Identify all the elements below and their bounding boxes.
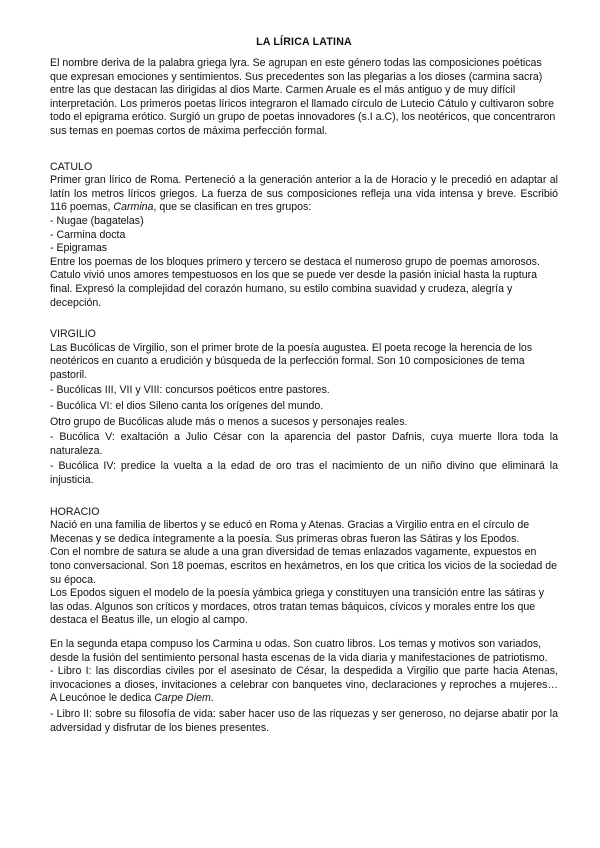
virgilio-item: - Bucólica VI: el dios Sileno canta los orígenes del mundo. [50,400,324,413]
catulo-p1-carmina: Carmina [113,201,154,214]
catulo-group-item: - Carmina docta [50,228,126,241]
catulo-paragraph-2: Entre los poemas de los bloques primero y tercero se destaca el numeroso grupo de poemas amorosos. Catulo vivió unos amores tempestuosos en los que se puede ver desde la pasión inicial hasta la ruptura final. Expresó la complejidad del corazón humano, su estilo combina suavidad y crudeza, alegría y decepción. [50,255,540,309]
catulo-group-item: - Epigramas [50,242,108,255]
horacio-libro-1-end: . [210,692,214,705]
virgilio-item: - Bucólica IV: predice la vuelta a la edad de oro tras el nacimiento de un niño divino que eliminará la injusticia. [50,460,558,487]
virgilio-paragraph-2: Otro grupo de Bucólicas alude más o menos a sucesos y personajes reales. [50,415,408,428]
catulo-heading: CATULO [50,160,93,173]
catulo-p1-text: Primer gran lírico de Roma. Perteneció a la generación anterior a la de Horacio y le precedió en adaptar al latín los metros líricos griegos. La fuerza de sus composiciones refleja una vida intensa y breve. Escribió 116 poemas, [50,174,558,214]
virgilio-paragraph-1: Las Bucólicas de Virgilio, son el primer brote de la poesía augustea. El poeta recoge la herencia de los neotéricos en cuanto a erudición y búsqueda de la perfección formal. Son 10 composiciones de tema pastoril. [50,341,533,381]
horacio-libro-1-text: - Libro I: las discordias civiles por el asesinato de César, la despedida a Virgilio que parte hacia Atenas, invocaciones a dioses, invitaciones a celebrar con banquetes vino, declaraciones y reproches a mujeres… A Leucónoe le dedica [50,665,558,705]
catulo-p1-end: , que se clasifican en tres grupos: [153,201,312,214]
horacio-paragraph-3: Los Epodos siguen el modelo de la poesía yámbica griega y constituyen una transición entre las sátiras y las odas. Algunos son críticos y mordaces, otros tratan temas báquicos, cívicos y morales entre los que destaca el Beatus ille, un elogio al campo. [50,587,545,627]
catulo-group-item: - Nugae (bagatelas) [50,214,144,227]
document-title: LA LÍRICA LATINA [256,36,352,48]
horacio-heading: HORACIO [50,505,100,518]
horacio-paragraph-4: En la segunda etapa compuso los Carmina u odas. Son cuatro libros. Los temas y motivos son variados, desde la fusión del sentimiento personal hasta escenas de la vida diaria y manifestaciones de patriotismo. [50,637,548,664]
document-page [50,36,558,735]
virgilio-item: - Bucólicas III, VII y VIII: concursos poéticos entre pastores. [50,384,330,397]
catulo-paragraph-1 [50,174,558,215]
intro-paragraph: El nombre deriva de la palabra griega lyra. Se agrupan en este género todas las composiciones poéticas que expresan emociones y sentimientos. Sus precedentes son las plegarias a los dioses (carmina sacra) entre las que destacan las dirigidas al dios Marte. Carmen Aruale es el más antiguo y de muy difícil interpretación. Los primeros poetas líricos integraron el llamado círculo de Lutecio Cátulo y cultivaron sobre todo el epigrama erótico. Surgió un grupo de poetas innovadores (s.I a.C), los neotéricos, que concentraron sus temas en poemas cortos de máxima perfección formal. [50,57,556,137]
horacio-libro-1 [50,665,558,706]
horacio-carpe-diem: Carpe Diem [154,692,211,705]
horacio-paragraph-1: Nació en una familia de libertos y se educó en Roma y Atenas. Gracias a Virgilio entra en el círculo de Mecenas y se dedica íntegramente a la poesía. Sus primeras obras fueron las Sátiras y los Epodos. [50,519,530,545]
virgilio-item: - Bucólica V: exaltación a Julio César con la aparencia del pastor Dafnis, cuya muerte llora toda la naturaleza. [50,431,558,457]
horacio-libro-2: - Libro II: sobre su filosofía de vida: saber hacer uso de las riquezas y ser generoso, no dejarse abatir por la adversidad y disfrutar de los bienes presentes. [50,707,558,734]
virgilio-heading: VIRGILIO [50,328,96,341]
horacio-paragraph-2: Con el nombre de satura se alude a una gran diversidad de temas enlazados vagamente, expuestos en tono conversacional. Son 18 poemas, escritos en hexámetros, en los que critica los vicios de la sociedad de su época. [50,546,558,586]
